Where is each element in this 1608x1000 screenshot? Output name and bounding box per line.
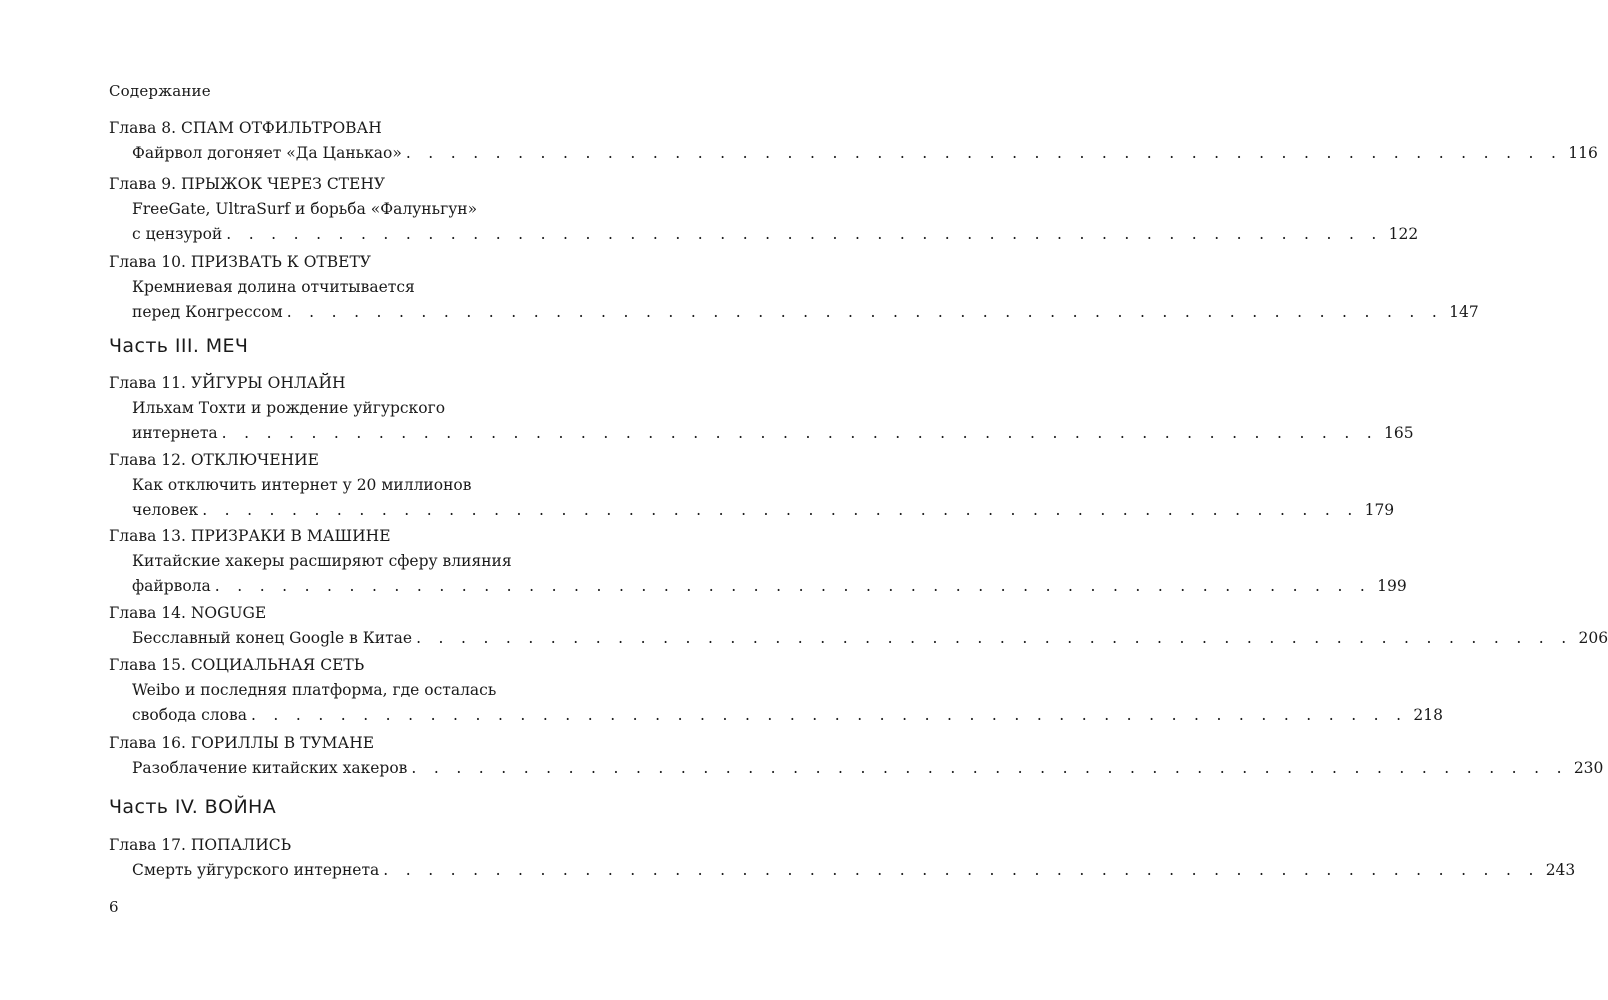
- toc-entry[interactable]: [109, 601, 1608, 651]
- toc-page: [109, 0, 1608, 1000]
- chapter-title: Глава 14. NOGUGE: [109, 604, 267, 622]
- dot-leader: . . . . . . . . . . . . . . . . . . . . . . . . . . . . . . . . . . . . . . . . . . . . . . . . . . . .: [226, 225, 1383, 243]
- subtitle-line: Кремниевая долина отчитывается: [132, 278, 415, 296]
- chapter-subtitle: [109, 275, 1479, 325]
- toc-entry[interactable]: [109, 731, 1604, 781]
- toc-entry[interactable]: [109, 116, 1598, 166]
- subtitle-last-line: [132, 703, 1443, 728]
- chapter-subtitle: [109, 678, 1443, 728]
- subtitle-line: Китайские хакеры расширяют сферу влияния: [132, 552, 512, 570]
- subtitle-last-line: [132, 858, 1576, 883]
- chapter-title: Глава 8. СПАМ ОТФИЛЬТРОВАН: [109, 119, 382, 137]
- dot-leader: . . . . . . . . . . . . . . . . . . . . . . . . . . . . . . . . . . . . . . . . . . . . . . . . . . . .: [383, 861, 1540, 879]
- dot-leader: . . . . . . . . . . . . . . . . . . . . . . . . . . . . . . . . . . . . . . . . . . . . . . . . . . . .: [214, 577, 1372, 595]
- subtitle-text: человек: [132, 501, 199, 519]
- dot-leader: . . . . . . . . . . . . . . . . . . . . . . . . . . . . . . . . . . . . . . . . . . . . . . . . . . . .: [416, 629, 1573, 647]
- toc-entry[interactable]: [109, 448, 1395, 523]
- subtitle-line: Ильхам Тохти и рождение уйгурского: [132, 399, 446, 417]
- subtitle-line: Weibo и последняя платформа, где осталась: [132, 681, 497, 699]
- chapter-title: Глава 17. ПОПАЛИСЬ: [109, 836, 292, 854]
- chapter-title: Глава 9. ПРЫЖОК ЧЕРЕЗ СТЕНУ: [109, 175, 386, 193]
- chapter-page-number: 179: [1364, 501, 1395, 519]
- chapter-subtitle: [109, 473, 1395, 523]
- subtitle-last-line: [132, 222, 1419, 247]
- chapter-page-number: 122: [1388, 225, 1419, 243]
- dot-leader: . . . . . . . . . . . . . . . . . . . . . . . . . . . . . . . . . . . . . . . . . . . . . . . . . . . .: [221, 424, 1379, 442]
- subtitle-last-line: [132, 141, 1598, 166]
- chapter-page-number: 243: [1545, 861, 1576, 879]
- subtitle-last-line: [132, 626, 1608, 651]
- dot-leader: . . . . . . . . . . . . . . . . . . . . . . . . . . . . . . . . . . . . . . . . . . . . . . . . . . . .: [405, 144, 1563, 162]
- dot-leader: . . . . . . . . . . . . . . . . . . . . . . . . . . . . . . . . . . . . . . . . . . . . . . . . . . . .: [250, 706, 1408, 724]
- toc-entry[interactable]: [109, 653, 1443, 728]
- dot-leader: . . . . . . . . . . . . . . . . . . . . . . . . . . . . . . . . . . . . . . . . . . . . . . . . . . . .: [286, 303, 1444, 321]
- toc-entry[interactable]: [109, 172, 1419, 247]
- chapter-title: Глава 11. УЙГУРЫ ОНЛАЙН: [109, 374, 346, 392]
- toc-entry[interactable]: [109, 833, 1576, 883]
- subtitle-text: Смерть уйгурского интернета: [132, 861, 380, 879]
- subtitle-last-line: [132, 756, 1604, 781]
- subtitle-text: свобода слова: [132, 706, 247, 724]
- chapter-page-number: 147: [1449, 303, 1479, 321]
- chapter-page-number: 116: [1568, 144, 1598, 162]
- part-title: Часть IV. ВОЙНА: [109, 796, 277, 818]
- chapter-title: Глава 16. ГОРИЛЛЫ В ТУМАНЕ: [109, 734, 375, 752]
- chapter-title: Глава 10. ПРИЗВАТЬ К ОТВЕТУ: [109, 253, 371, 271]
- chapter-page-number: 199: [1377, 577, 1407, 595]
- chapter-title: Глава 15. СОЦИАЛЬНАЯ СЕТЬ: [109, 656, 365, 674]
- dot-leader: . . . . . . . . . . . . . . . . . . . . . . . . . . . . . . . . . . . . . . . . . . . . . . . . . . . .: [202, 501, 1359, 519]
- page-number: 6: [109, 898, 119, 916]
- subtitle-line: Как отключить интернет у 20 миллионов: [132, 476, 472, 494]
- dot-leader: . . . . . . . . . . . . . . . . . . . . . . . . . . . . . . . . . . . . . . . . . . . . . . . . . . . .: [411, 759, 1568, 777]
- chapter-page-number: 218: [1413, 706, 1443, 724]
- subtitle-text: Файрвол догоняет «Да Цанькао»: [132, 144, 402, 162]
- subtitle-line: FreeGate, UltraSurf и борьба «Фалуньгун»: [132, 200, 478, 218]
- chapter-subtitle: [109, 549, 1407, 599]
- chapter-subtitle: [109, 396, 1414, 446]
- chapter-page-number: 165: [1384, 424, 1414, 442]
- subtitle-text: Разоблачение китайских хакеров: [132, 759, 408, 777]
- subtitle-text: Бесславный конец Google в Китае: [132, 629, 413, 647]
- running-head: Содержание: [109, 82, 211, 100]
- subtitle-text: интернета: [132, 424, 218, 442]
- chapter-page-number: 230: [1573, 759, 1604, 777]
- part-title: Часть III. МЕЧ: [109, 335, 249, 357]
- subtitle-text: файрвола: [132, 577, 211, 595]
- subtitle-last-line: [132, 300, 1479, 325]
- toc-entry[interactable]: [109, 250, 1479, 325]
- toc-entry[interactable]: [109, 524, 1407, 599]
- subtitle-last-line: [132, 498, 1395, 523]
- chapter-subtitle: [109, 141, 1598, 166]
- subtitle-last-line: [132, 421, 1414, 446]
- subtitle-text: перед Конгрессом: [132, 303, 283, 321]
- chapter-page-number: 206: [1578, 629, 1608, 647]
- chapter-subtitle: [109, 626, 1608, 651]
- chapter-title: Глава 13. ПРИЗРАКИ В МАШИНЕ: [109, 527, 391, 545]
- subtitle-last-line: [132, 574, 1407, 599]
- chapter-title: Глава 12. ОТКЛЮЧЕНИЕ: [109, 451, 319, 469]
- chapter-subtitle: [109, 756, 1604, 781]
- subtitle-text: с цензурой: [132, 225, 223, 243]
- chapter-subtitle: [109, 197, 1419, 247]
- toc-entry[interactable]: [109, 371, 1414, 446]
- chapter-subtitle: [109, 858, 1576, 883]
